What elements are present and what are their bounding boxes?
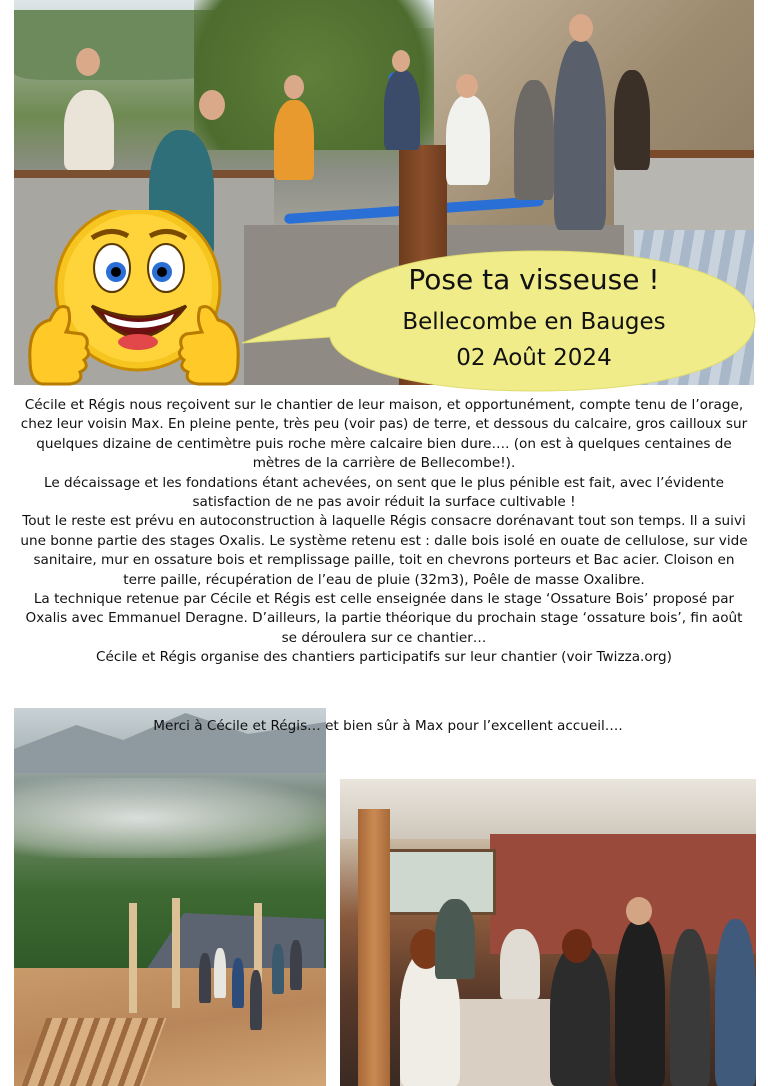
paragraph-foundations: Le décaissage et les fondations étant achevées, on sent que le plus pénible est fait, avec l’évidente satisfaction de ne pas avoir réduit la surface cultivable ! (44, 474, 724, 511)
speech-bubble (310, 245, 758, 395)
thumbs-up-smiley-icon (20, 210, 250, 400)
page-title: Pose ta visseuse ! (408, 263, 660, 296)
location-subtitle: Bellecombe en Bauges (402, 309, 666, 335)
paragraph-participatory: Cécile et Régis organise des chantiers participatifs sur leur chantier (voir Twizza.org) (96, 649, 672, 666)
thanks-line: Merci à Cécile et Régis… et bien sûr à Max pour l’excellent accueil…. (153, 718, 623, 734)
paragraph-technique: La technique retenue par Cécile et Régis est celle enseignée dans le stage ‘Ossature Bois’ proposé par Oxalis avec Emmanuel Deragne. D’ailleurs, la partie théorique du prochain stage ‘ossature bois’, fin août se déroulera sur ce chantier… (25, 591, 743, 646)
article-body (18, 396, 750, 668)
paragraph-intro: Cécile et Régis nous reçoivent sur le chantier de leur maison, et opportunément, compte tenu de l’orage, chez leur voisin Max. En pleine pente, très peu (voir pas) de terre, et dessous du calcaire, gros cailloux sur quelques dizaine de centimètre puis roche mère calcaire bien dure…. (on est à quelques centaines de mètres de la carrière de Bellecombe!). (20, 397, 748, 472)
indoor-gathering-photo (340, 779, 756, 1086)
event-date: 02 Août 2024 (456, 345, 612, 371)
timber-frame-deck-photo (14, 708, 326, 1086)
paragraph-construction: Tout le reste est prévu en autoconstruction à laquelle Régis consacre dorénavant tout son temps. Il a suivi une bonne partie des stages Oxalis. Le système retenu est : dalle bois isolé en ouate de cellulose, sur vide sanitaire, mur en ossature bois et remplissage paille, toit en chevrons porteurs et Bac acier. Cloison en terre paille, récupération de l’eau de pluie (32m3), Poêle de masse Oxalibre. (20, 513, 748, 588)
